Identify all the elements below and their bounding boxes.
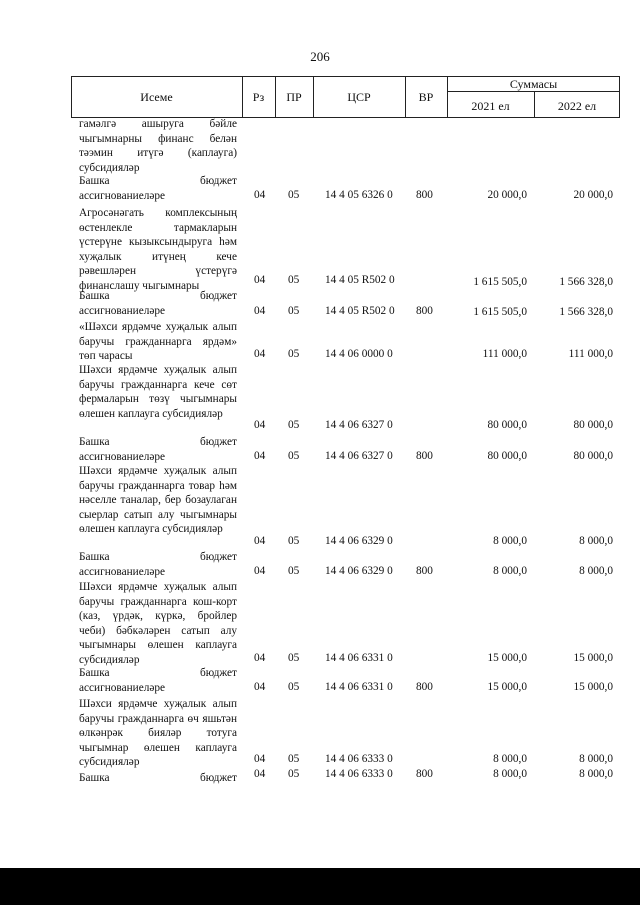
- header-name: Исеме: [140, 90, 173, 104]
- row-7-rz: 04: [254, 535, 266, 547]
- header-pr: ПР: [286, 90, 302, 104]
- row-2-pr: 05: [288, 274, 300, 286]
- row-8-pr: 05: [288, 565, 300, 577]
- row-4-rz: 04: [254, 348, 266, 360]
- row-10-sum-2022: 15 000,0: [573, 681, 613, 693]
- row-10-vr: 800: [416, 681, 433, 693]
- row-0-name: гамәлгә ашыруга бәйле чыгымнарны финанс белән тәэмин итүгә (каплауга) субсидияләр: [79, 118, 237, 174]
- row-11-sum-2022: 8 000,0: [579, 753, 613, 765]
- row-4-pr: 05: [288, 348, 300, 360]
- header-sums: Суммасы: [509, 77, 558, 91]
- row-8-csr: 14 4 06 6329 0: [325, 565, 393, 577]
- row-6-rz: 04: [254, 450, 266, 462]
- row-4-csr: 14 4 06 0000 0: [325, 348, 393, 360]
- row-6-sum-2022: 80 000,0: [573, 450, 613, 462]
- row-4-name: «Шәхси ярдәмче хуҗалык алып баручы гражданнарга ярдәм» төп чарасы: [79, 321, 237, 362]
- row-5-pr: 05: [288, 419, 300, 431]
- row-8-sum-2021: 8 000,0: [493, 565, 527, 577]
- row-3-sum-2021: 1 615 505,0: [473, 306, 527, 318]
- row-11-name: Шәхси ярдәмче хуҗалык алып баручы гражданнарга өч яшьтән өлкәнрәк бияләр тотуга чыгымнар өлешен каплауга субсидияләр: [79, 698, 237, 768]
- row-2-rz: 04: [254, 274, 266, 286]
- row-3-name: Башка бюджет ассигнованиеләре: [79, 290, 237, 317]
- row-5-rz: 04: [254, 419, 266, 431]
- row-1-pr: 05: [288, 189, 300, 201]
- scan-bottom-edge: [0, 868, 640, 905]
- row-3-sum-2022: 1 566 328,0: [559, 306, 613, 318]
- row-1-csr: 14 4 05 6326 0: [325, 189, 393, 201]
- row-2-csr: 14 4 05 R502 0: [325, 274, 395, 286]
- row-12-sum-2022: 8 000,0: [579, 768, 613, 780]
- row-10-csr: 14 4 06 6331 0: [325, 681, 393, 693]
- row-6-csr: 14 4 06 6327 0: [325, 450, 393, 462]
- row-6-pr: 05: [288, 450, 300, 462]
- row-1-rz: 04: [254, 189, 266, 201]
- row-10-sum-2021: 15 000,0: [487, 681, 527, 693]
- row-11-pr: 05: [288, 753, 300, 765]
- row-5-sum-2021: 80 000,0: [487, 419, 527, 431]
- header-vr: ВР: [418, 90, 434, 104]
- row-6-sum-2021: 80 000,0: [487, 450, 527, 462]
- row-11-rz: 04: [254, 753, 266, 765]
- row-7-sum-2021: 8 000,0: [493, 535, 527, 547]
- row-1-vr: 800: [416, 189, 433, 201]
- row-4-sum-2021: 111 000,0: [482, 348, 527, 360]
- row-12-sum-2021: 8 000,0: [493, 768, 527, 780]
- row-1-name: Башка бюджет ассигнованиеләре: [79, 175, 237, 202]
- row-9-name: Шәхси ярдәмче хуҗалык алып баручы гражданнарга кош-корт (каз, үрдәк, күркә, бройлер чеби) бәбкәләрен сатып алу чыгымнары өлешен каплауга субсидияләр: [79, 581, 237, 666]
- row-9-csr: 14 4 06 6331 0: [325, 652, 393, 664]
- row-10-pr: 05: [288, 681, 300, 693]
- row-5-csr: 14 4 06 6327 0: [325, 419, 393, 431]
- row-6-vr: 800: [416, 450, 433, 462]
- row-2-sum-2021: 1 615 505,0: [473, 276, 527, 288]
- row-7-pr: 05: [288, 535, 300, 547]
- row-3-vr: 800: [416, 305, 433, 317]
- header-rz: Рз: [252, 90, 265, 104]
- row-5-sum-2022: 80 000,0: [573, 419, 613, 431]
- row-10-name: Башка бюджет ассигнованиеләре: [79, 667, 237, 694]
- row-3-pr: 05: [288, 305, 300, 317]
- row-12-name: Башка бюджет: [79, 772, 237, 784]
- row-12-pr: 05: [288, 768, 300, 780]
- row-8-rz: 04: [254, 565, 266, 577]
- row-9-pr: 05: [288, 652, 300, 664]
- row-9-sum-2021: 15 000,0: [487, 652, 527, 664]
- row-8-name: Башка бюджет ассигнованиеләре: [79, 551, 237, 578]
- row-7-sum-2022: 8 000,0: [579, 535, 613, 547]
- row-7-csr: 14 4 06 6329 0: [325, 535, 393, 547]
- header-csr: ЦСР: [347, 90, 371, 104]
- row-10-rz: 04: [254, 681, 266, 693]
- row-7-name: Шәхси ярдәмче хуҗалык алып баручы гражданнарга товар һәм нәселле таналар, бер бозаулаган сыерлар сатып алу чыгымнары өлешен каплауга субсидияләр: [79, 465, 237, 535]
- header-year-2021: 2021 ел: [471, 99, 510, 113]
- row-5-name: Шәхси ярдәмче хуҗалык алып баручы гражданнарга кече сөт фермаларын төзү чыгымнары өлешен каплауга субсидияләр: [79, 364, 237, 420]
- row-8-sum-2022: 8 000,0: [579, 565, 613, 577]
- row-3-rz: 04: [254, 305, 266, 317]
- row-3-csr: 14 4 05 R502 0: [325, 305, 395, 317]
- row-9-rz: 04: [254, 652, 266, 664]
- row-11-csr: 14 4 06 6333 0: [325, 753, 393, 765]
- row-8-vr: 800: [416, 565, 433, 577]
- row-12-rz: 04: [254, 768, 266, 780]
- row-12-csr: 14 4 06 6333 0: [325, 768, 393, 780]
- row-4-sum-2022: 111 000,0: [568, 348, 613, 360]
- row-9-sum-2022: 15 000,0: [573, 652, 613, 664]
- row-2-sum-2022: 1 566 328,0: [559, 276, 613, 288]
- row-2-name: Агросәнәгать комплексының өстенлекле тармакларын үстерүне кызыксындыруга һәм хуҗалык итүнең кече рәвешләрен үстерүгә финанслашу чыгымнары: [79, 207, 237, 292]
- row-1-sum-2022: 20 000,0: [573, 189, 613, 201]
- row-12-vr: 800: [416, 768, 433, 780]
- row-6-name: Башка бюджет ассигнованиеләре: [79, 436, 237, 463]
- header-year-2022: 2022 ел: [557, 99, 597, 113]
- row-11-sum-2021: 8 000,0: [493, 753, 527, 765]
- row-1-sum-2021: 20 000,0: [487, 189, 527, 201]
- page-number: 206: [310, 49, 330, 64]
